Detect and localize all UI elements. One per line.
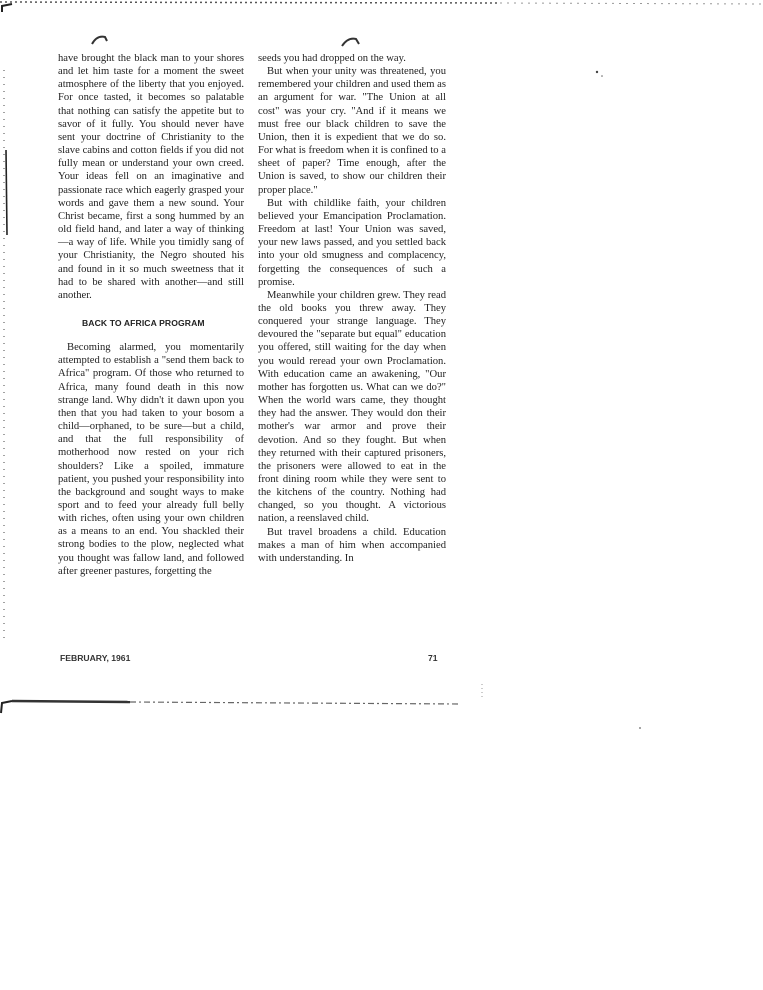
section-subheading: BACK TO AFRICA PROGRAM — [82, 317, 205, 328]
body-paragraph: But travel broadens a child. Education makes a man of him when accompanied with understanding. In — [258, 526, 446, 564]
issue-date: FEBRUARY, 1961 — [60, 653, 131, 663]
scan-left-bracket — [0, 0, 16, 650]
body-paragraph: have brought the black man to your shores and let him taste for a moment the sweet atmosphere of the liberty that you enjoyed. For once tasted, it becomes so palatable that nothing can satisfy the appetite but to savor of it fully. You should never have sent your doctrine of Christianity to the slave cabins and cotton fields if you did not fully mean or understand your own creed. Your ideas fell on an imaginative and passionate race which eagerly grasped your words and gave them a new sound. Your Christ became, first a song hummed by an old field hand, and later a way of thinking—a way of life. While you timidly sang of your Christianity, the Negro shouted his and found in it so much sweetness that it had to be shared with another—and still another. — [58, 53, 244, 301]
body-paragraph: Becoming alarmed, you momentarily attempted to establish a "send them back to Africa" program. Of those who returned to Africa, many found death in this now strange land. Why didn't it dawn upon you then that you had taken to your bosom a child—orphaned, to be sure—but a child, and that the full responsibility of motherhood now rested on your rich shoulders? Like a spoiled, immature patient, you pushed your responsibility into the background and sought ways to make sport and to feed your already full belly with riches, often using your own children as a means to an end. You shackled their strong bodies to the plow, neglected what you thought was fallow land, and followed after greener pastures, forgetting the — [58, 342, 244, 577]
body-paragraph: But with childlike faith, your children believed your Emancipation Proclamation. Freedom at last! Your Union was saved, your new laws passed, and you settled back into your old smugness and complacency, forgetting the consequences of such a promise. — [258, 197, 446, 288]
article-column-left — [58, 52, 244, 578]
body-paragraph: seeds you had dropped on the way. — [258, 53, 406, 64]
page-number: 71 — [428, 653, 438, 663]
punch-mark-right — [340, 36, 362, 48]
body-paragraph: But when your unity was threatened, you remembered your children and used them as an argument for war. "The Union at all cost" was your cry. "And if it means we must free our black children to save the Union, then it is expedient that we do so. For what is freedom when it is confined to a sheet of paper? Time enough, after the Union is saved, to show our children their proper place." — [258, 66, 446, 196]
punch-mark-left — [90, 34, 110, 46]
body-paragraph: Meanwhile your children grew. They read the old books you threw away. They conquered your strange language. They devoured the "separate but equal" education you offered, still waiting for the day when you would reread your own Proclamation. With education came an awakening, "Our mother has forgotten us. What can we do?" When the world wars came, they thought they had the answer. They would don their mother's war armor and prove their devotion. And so they fought. But when they returned with their captured prisoners, the prisoners were allowed to eat in the front dining room while they were sent to the kitchens of the country. Nothing had changed, so you thought. A victorious nation, a reenslaved child. — [258, 289, 446, 525]
scan-speck-dots — [440, 60, 660, 740]
scan-top-edge — [0, 0, 763, 10]
article-column-right — [258, 52, 446, 565]
scan-bottom-edge — [0, 695, 470, 715]
